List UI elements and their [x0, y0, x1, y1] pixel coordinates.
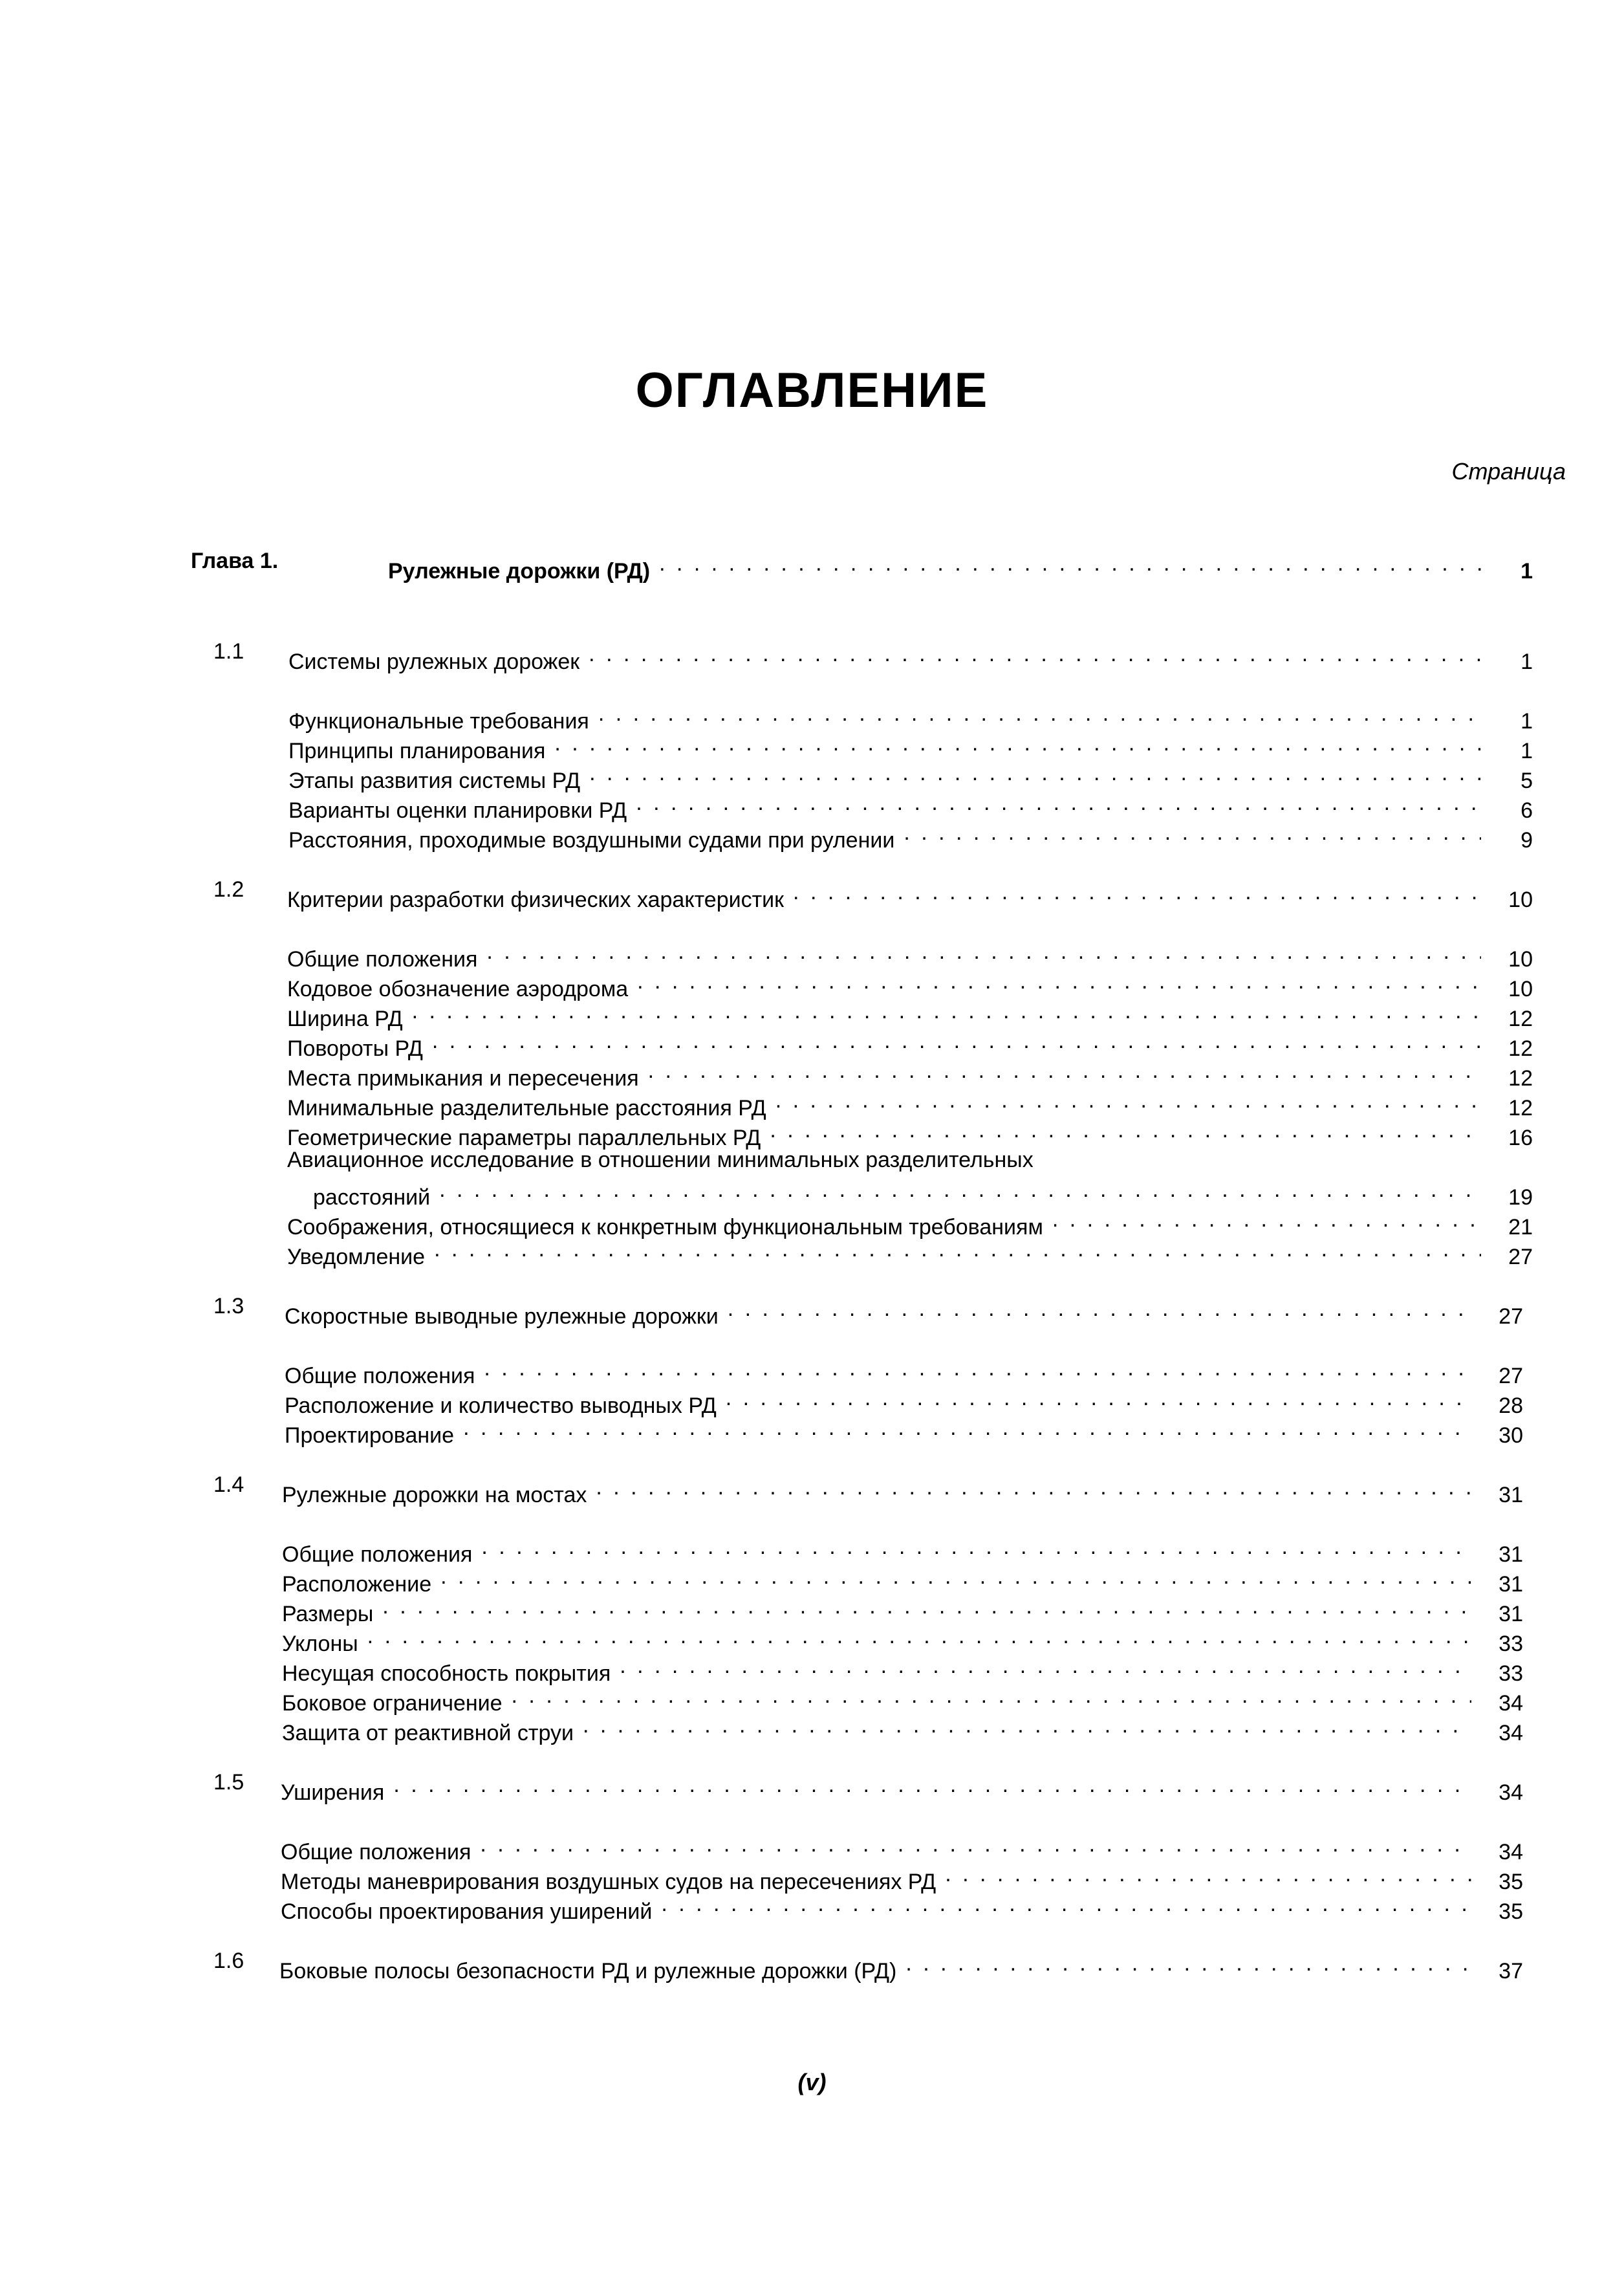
toc-subentry-row	[287, 937, 1533, 972]
toc-subentry-row	[281, 1859, 1523, 1894]
dot-leader	[726, 1383, 1471, 1413]
toc-page-number: 31	[1499, 1572, 1523, 1597]
toc-entry-label: Соображения, относящиеся к конкретным функциональным требованиям	[287, 1215, 1043, 1240]
toc-entry-label: Места примыкания и пересечения	[287, 1066, 639, 1091]
toc-page-number: 5	[1521, 769, 1533, 793]
dot-leader	[636, 788, 1481, 818]
toc-entry-label: Критерии разработки физических характеристик	[287, 888, 785, 912]
dot-leader	[554, 728, 1481, 758]
dot-leader	[598, 699, 1481, 728]
page-title: ОГЛАВЛЕНИЕ	[635, 363, 989, 418]
toc-entry-label: Расположение	[282, 1572, 432, 1597]
toc-page-number: 34	[1499, 1691, 1523, 1716]
toc-page-number: 35	[1499, 1899, 1523, 1924]
toc-subentry-row	[282, 1532, 1523, 1567]
dot-leader	[648, 1056, 1481, 1086]
toc-section-row	[282, 1472, 1523, 1507]
toc-subentry-row	[288, 728, 1533, 763]
toc-entry-label: Рулежные дорожки (РД)	[388, 559, 651, 584]
toc-section-row	[287, 877, 1533, 912]
toc-page-number: 1	[1521, 709, 1533, 734]
toc-page-number: 12	[1508, 1096, 1533, 1120]
toc-entry-label: Общие положения	[285, 1364, 475, 1388]
toc-entry-label: Авиационное исследование в отношении минимальных разделительных	[287, 1148, 1034, 1172]
dot-leader	[661, 1889, 1471, 1919]
toc-entry-label: Общие положения	[282, 1542, 473, 1567]
dot-leader	[486, 937, 1481, 967]
toc-subentry-row	[282, 1591, 1523, 1626]
toc-subentry-row	[287, 1086, 1533, 1120]
page-column-label: Страница	[1451, 458, 1566, 485]
toc-entry-label: Принципы планирования	[288, 739, 546, 763]
dot-leader	[484, 1353, 1471, 1383]
section-number: 1.4	[213, 1472, 244, 1497]
toc-subentry-row	[288, 699, 1533, 734]
toc-entry-label: Повороты РД	[287, 1036, 423, 1061]
toc-entry-label: Уведомление	[287, 1245, 426, 1269]
toc-entry-label: Общие положения	[287, 947, 478, 972]
toc-section-row	[288, 639, 1533, 674]
toc-page-number: 12	[1508, 1007, 1533, 1031]
toc-section-row	[285, 1294, 1523, 1329]
toc-entry-label: Расстояния, проходимые воздушными судами при рулении	[288, 828, 895, 853]
dot-leader	[439, 1175, 1481, 1205]
toc-entry-label: Уклоны	[282, 1632, 358, 1656]
toc-page-number: 27	[1499, 1304, 1523, 1329]
toc-page-number: 31	[1499, 1542, 1523, 1567]
toc-subentry-row	[282, 1562, 1523, 1597]
toc-page-number: 27	[1499, 1364, 1523, 1388]
toc-page-number: 1	[1521, 739, 1533, 763]
toc-page-number: 12	[1508, 1066, 1533, 1091]
toc-entry-label: Минимальные разделительные расстояния РД	[287, 1096, 766, 1120]
dot-leader	[512, 1681, 1471, 1710]
toc-subentry-row	[285, 1353, 1523, 1388]
toc-entry-label: Системы рулежных дорожек	[288, 650, 580, 674]
toc-page-number: 35	[1499, 1870, 1523, 1894]
toc-page-number: 6	[1521, 798, 1533, 823]
dot-leader	[1052, 1205, 1481, 1234]
page-number-footer: (v)	[797, 2069, 827, 2095]
toc-page-number: 27	[1508, 1245, 1533, 1269]
dot-leader	[793, 877, 1481, 907]
toc-subentry-row	[288, 758, 1533, 793]
toc-page-number: 16	[1508, 1126, 1533, 1150]
toc-subentry-row	[287, 1026, 1533, 1061]
toc-subentry-row	[287, 967, 1533, 1001]
toc-entry-label: Геометрические параметры параллельных РД	[287, 1126, 761, 1150]
toc-page-number: 28	[1499, 1393, 1523, 1418]
toc-subentry-row	[281, 1830, 1523, 1864]
toc-subentry-row	[287, 1115, 1533, 1150]
dot-leader	[480, 1830, 1471, 1859]
toc-entry-label: Варианты оценки планировки РД	[288, 798, 627, 823]
toc-entry-label: Способы проектирования уширений	[281, 1899, 653, 1924]
toc-page-number: 37	[1499, 1959, 1523, 1983]
toc-entry-label: Уширения	[281, 1780, 385, 1805]
toc-subentry-row	[287, 996, 1533, 1031]
toc-entry-label: Методы маневрирования воздушных судов на пересечениях РД	[281, 1870, 937, 1894]
dot-leader	[412, 996, 1481, 1026]
section-number: 1.1	[213, 639, 244, 664]
section-number: Глава 1.	[191, 549, 279, 573]
toc-page-number: 12	[1508, 1036, 1533, 1061]
dot-leader	[637, 967, 1481, 996]
toc-subentry-row	[287, 1205, 1533, 1240]
dot-leader	[904, 818, 1481, 847]
toc-page-number: 10	[1508, 947, 1533, 972]
toc-page-number: 10	[1508, 888, 1533, 912]
toc-entry-label: расстояний	[313, 1185, 431, 1210]
toc-subentry-row	[285, 1413, 1523, 1448]
toc-page-number: 9	[1521, 828, 1533, 853]
dot-leader	[905, 1949, 1471, 1978]
toc-entry-label: Расположение и количество выводных РД	[285, 1393, 717, 1418]
toc-subentry-row	[313, 1175, 1533, 1210]
toc-page-number: 33	[1499, 1632, 1523, 1656]
section-number: 1.3	[213, 1294, 244, 1318]
dot-leader	[481, 1532, 1471, 1562]
toc-page-number: 34	[1499, 1840, 1523, 1864]
toc-subentry-row	[287, 1056, 1533, 1091]
dot-leader	[659, 549, 1481, 578]
dot-leader	[775, 1086, 1481, 1115]
section-number: 1.2	[213, 877, 244, 902]
toc-subentry-row	[288, 788, 1533, 823]
toc-entry-label: Этапы развития системы РД	[288, 769, 581, 793]
toc-subentry-row	[287, 1145, 1533, 1175]
toc-entry-label: Боковое ограничение	[282, 1691, 503, 1716]
toc-page-number: 33	[1499, 1661, 1523, 1686]
toc-entry-label: Кодовое обозначение аэродрома	[287, 977, 629, 1001]
toc-page-number: 21	[1508, 1215, 1533, 1240]
toc-entry-label: Несущая способность покрытия	[282, 1661, 611, 1686]
dot-leader	[382, 1591, 1471, 1621]
toc-subentry-row	[282, 1710, 1523, 1745]
dot-leader	[596, 1472, 1471, 1502]
dot-leader	[432, 1026, 1481, 1056]
dot-leader	[589, 639, 1481, 669]
section-number: 1.5	[213, 1770, 244, 1795]
toc-subentry-row	[288, 818, 1533, 853]
toc-page-number: 34	[1499, 1780, 1523, 1805]
dot-leader	[393, 1770, 1471, 1800]
toc-subentry-row	[285, 1383, 1523, 1418]
toc-subentry-row	[282, 1621, 1523, 1656]
toc-page-number: 1	[1521, 650, 1533, 674]
toc-section-row	[281, 1770, 1523, 1805]
toc-subentry-row	[287, 1234, 1533, 1269]
dot-leader	[367, 1621, 1471, 1651]
toc-entry-label: Скоростные выводные рулежные дорожки	[285, 1304, 719, 1329]
toc-page-number: 31	[1499, 1483, 1523, 1507]
section-number: 1.6	[213, 1949, 244, 1973]
toc-page-number: 34	[1499, 1721, 1523, 1745]
toc-entry-label: Боковые полосы безопасности РД и рулежные дорожки (РД)	[279, 1959, 897, 1983]
dot-leader	[770, 1115, 1481, 1145]
dot-leader	[434, 1234, 1481, 1264]
toc-entry-label: Ширина РД	[287, 1007, 403, 1031]
toc-subentry-row	[282, 1651, 1523, 1686]
toc-page-number: 31	[1499, 1602, 1523, 1626]
toc-entry-label: Функциональные требования	[288, 709, 589, 734]
toc-page-number: 10	[1508, 977, 1533, 1001]
dot-leader	[463, 1413, 1471, 1443]
dot-leader	[583, 1710, 1471, 1740]
toc-chapter-row	[388, 549, 1533, 584]
toc-entry-label: Общие положения	[281, 1840, 471, 1864]
toc-subentry-row	[282, 1681, 1523, 1716]
dot-leader	[728, 1294, 1471, 1324]
toc-page-number: 1	[1521, 559, 1533, 584]
toc-subentry-row	[281, 1889, 1523, 1924]
dot-leader	[945, 1859, 1471, 1889]
toc-page-number: 30	[1499, 1423, 1523, 1448]
dot-leader	[440, 1562, 1471, 1591]
toc-page-number: 19	[1508, 1185, 1533, 1210]
toc-entry-label: Защита от реактивной струи	[282, 1721, 574, 1745]
toc-entry-label: Проектирование	[285, 1423, 455, 1448]
toc-entry-label: Размеры	[282, 1602, 374, 1626]
toc-section-row	[279, 1949, 1523, 1983]
toc-entry-label: Рулежные дорожки на мостах	[282, 1483, 587, 1507]
dot-leader	[620, 1651, 1471, 1681]
dot-leader	[589, 758, 1481, 788]
